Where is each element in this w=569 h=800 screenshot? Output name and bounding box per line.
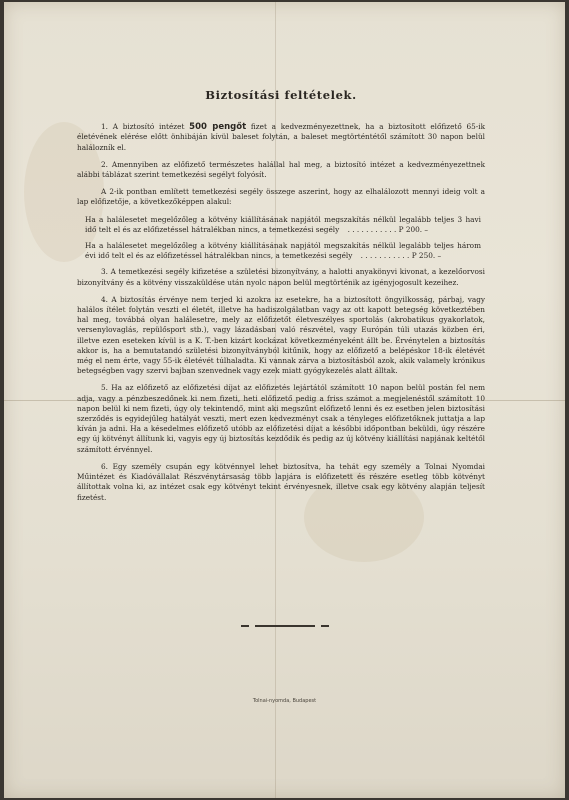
benefit-case-2 [77, 241, 485, 261]
decorative-rule [255, 625, 315, 627]
clause-2: 2. Amennyiben az előfizető természetes halállal hal meg, a biztosító intézet a kedvezményezettnek alábbi táblázat szerint temetkezési segélyt folyósít. [77, 159, 485, 180]
clause-6: 6. Egy személy csupán egy kötvénnyel lehet biztosítva, ha tehát egy személy a Tolnai Nyomdai Műintézet és Kiadóvállalat Részvénytársaság több lapjára is előfizetett és részére esetleg több kötvényt állítottak volna ki, az intézet csak egy kötvényt tekint érvényesnek, illetve csak egy kötvény alapján teljesít fizetést. [77, 461, 485, 502]
clause-1-text-start: 1. A biztosító intézet [101, 122, 190, 132]
clause-1-text-end: fizet a kedvezményezettnek, ha a biztosított előfizető 65-ik életévének elérése előtt önhibáján kívül baleset folytán, a baleset megtörténtétől számított 30 napon belül halálozník el. [77, 122, 486, 152]
benefit-case-1-amount: . . . . . . . . . . . P 200. – [347, 224, 429, 234]
printer-imprint: Tolnai-nyomda, Budapest [252, 698, 317, 704]
benefit-case-1-text: Ha a halálesetet megelőzőleg a kötvény kiállításának napjától megszakítás nélkül legalább teljes 3 havi idő telt el és az előfizetéssel hátralékban nincs, a temetkezési segély [85, 214, 481, 234]
clause-3: 3. A temetkezési segély kifizetése a születési bizonyítvány, a halotti anyakönyvi kivonat, a kezelőorvosi bizonyítvány és a kötvény visszaküldése után nyolc napon belül megtörténik az igényjogosult kezeihez. [77, 267, 485, 287]
insured-amount: 500 pengőt [189, 122, 247, 133]
clause-1 [77, 122, 485, 153]
benefit-case-1 [77, 215, 485, 235]
clause-5: 5. Ha az előfizető az előfizetési díjat az előfizetés lejártától számított 10 napon belül postán fel nem adja, vagy a pénzbeszedőnek ki nem fizeti, heti előfizető pedig a friss számot a megjelenéstől számított 10 napon belül ki nem fizeti, úgy oly tekintendő, mint aki megszűnt előfizető lenni és ez esetben jelen biztosítási szerződés is egyidejűleg hatályát veszti, mert ezen kedvezményt csak a tényleges előfizetőknek juttatja a lap kíván ja adni. Ha a késedelmes előfizető utóbb az előfizetési díjat a későbbi időpontban beküldi, úgy részére egy új kötvényt állítunk ki, vagyis egy új biztosítás kezdődik és pedig az új kötvény kiállítási napjának keltétől számított érvénnyel. [77, 383, 485, 454]
clause-2-table-intro: A 2-ik pontban említett temetkezési segély összege aszerint, hogy az elhalálozott mennyi ideig volt a lap előfizetője, a következőképpen alakul: [77, 187, 485, 207]
document-body [77, 82, 485, 510]
document-title: Biztosítási feltételek. [205, 88, 357, 102]
benefit-case-2-amount: . . . . . . . . . . . P 250. – [360, 251, 442, 261]
clause-4: 4. A biztosítás érvénye nem terjed ki azokra az esetekre, ha a biztosított öngyilkosság, párbaj, vagy halálos ítélet folytán veszti el életét, illetve ha hadiszolgálatban vagy az ott kapott betegség következtében hal meg, továbbá olyan halálesetre, mely az előfizetőt életveszélyes sportolás (akrobatikus gyakorlatok, versenylovaglás, repülősport stb.), vagy lázadásban való részvétel, vagy Európán túli utazás közben éri, illetve ezen eseteken kívül is a K. T.-ben kizárt kockázat következményeként állt be. Érvénytelen a biztosítás akkor is, ha a bemutatandó születési bizonyítványból kitűnik, hogy az előfizető a belépéskor 18-ik életévét még el nem érte, vagy 55-ik életévét túlhaladta. Ki vannak zárva a biztosításból azok, akik valamely krónikus betegségben vagy szervi bajban szenvednek vagy ezek miatt gyógykezelés alatt álltak. [77, 294, 485, 376]
benefit-case-2-text: Ha a halálesetet megelőzőleg a kötvény kiállításának napjától megszakítás nélkül legalább teljes három évi idő telt el és az előfizetéssel hátralékban nincs, a temetkezési segély [85, 241, 481, 261]
